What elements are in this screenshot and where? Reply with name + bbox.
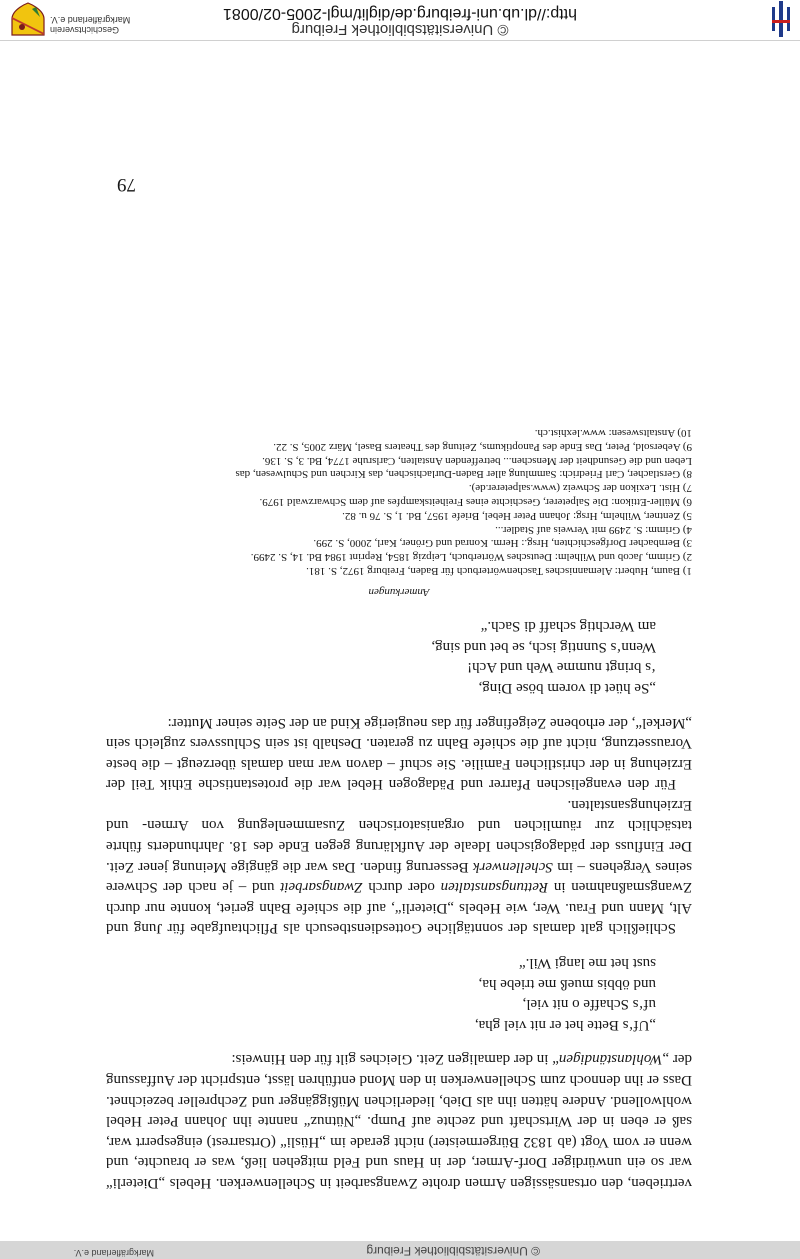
note-item: 10) Anstaltswesen: www.lexhist.ch. bbox=[534, 427, 692, 439]
paragraph-2-text-a: Schließlich galt damals der sonntägliche Gottesdienstbesuch als Pflichtaufgabe für Jung und Alt, Mann und Frau. Wer, wie Hebels „Dieterli“, auf die schiefe Bahn geriet, konnte nur durch Zwangsmaßnahmen in bbox=[106, 879, 692, 937]
note-item: 6) Müller-Ettikon: Die Salpeterer, Geschichte eines Freiheitskampfes auf dem Schwarzwald 1979. bbox=[259, 495, 692, 508]
note-item: 3) Bernbacher Dorfgeschichten, Hrsg.: Herm. Konrad und Gröner, Karl, 2000, S. 299. bbox=[313, 537, 692, 550]
association-crest-icon bbox=[8, 1, 48, 37]
page-number: 79 bbox=[117, 174, 136, 195]
association-line-2: Markgräflerland e.V. bbox=[50, 15, 131, 25]
verse-2 bbox=[106, 616, 656, 698]
paragraph-3: Für den evangelischen Pfarrer und Pädagogen Hebel war die protestantische Ethik Teil der Erziehung in der christlichen Familie. Sie schuf – davon war man damals überzeugt – die beste Voraussetzung, nicht auf die schiefe Bahn zu geraten. Deshalb ist sein Schlussvers zugleich sein „Merkel“, der erhobene Zeigefinger für das neugierige Kind an der Seite seiner Mutter: bbox=[106, 714, 692, 793]
paragraph-2-emphasis-1: Rettungsanstalten bbox=[440, 879, 549, 896]
footer-band bbox=[0, 0, 800, 41]
verse-line: sust het me langi Wil.“ bbox=[518, 955, 656, 972]
note-item: 8) Gerstlacher, Carl Friedrich: Sammlung aller Baden-Durlachischen, das Kirchen und Schulwesen, das bbox=[235, 468, 692, 481]
paragraph-2-text-c: und – je nach der Schwere seines Vergehens – im bbox=[105, 858, 692, 896]
verse-line: Wenn‘s Sunntig isch, se bet und sing, bbox=[431, 638, 656, 655]
association-name bbox=[50, 15, 154, 35]
paragraph-1 bbox=[106, 1049, 692, 1193]
note-item: 2) Grimm, Jacob und Wilhelm: Deutsches Wörterbuch, Leipzig 1854, Reprint 1984 Bd. 14, S. 2499. bbox=[250, 551, 692, 564]
verse-line: „Uf‘s Bette het er nit viel gha, bbox=[474, 1016, 656, 1033]
verse-1 bbox=[106, 952, 656, 1034]
note-item: 5) Zentner, Wilhelm, Hrsg: Johann Peter Hebel, Briefe 1957, Bd. 1, S. 76 u. 82. bbox=[342, 509, 692, 522]
notes-list bbox=[106, 425, 692, 577]
paragraph-2-emphasis-2: Zwangsarbeit bbox=[280, 879, 363, 896]
footer-url-link[interactable]: http://dl.ub.uni-freiburg.de/diglit/mgl-2005-02/0081 bbox=[223, 5, 577, 22]
note-item: 9) Aebersold, Peter, Das Ende des Panoptikums, Zeitung des Theaters Basel, März 2005, S. 22. bbox=[273, 440, 692, 453]
note-item: 4) Grimm: S. 2499 mit Verweis auf Stadler... bbox=[495, 523, 692, 536]
paragraph-2-text-d: Besserung finden. Das war die gängige Meinung jener Zeit. Der Einfluss der pädagogischen Ideale der Aufklärung gegen Ende des 18. Jahrhunderts führte tatsächlich zur räumlichen und organisatorischen Zusammenlegung von Armen- und Erziehungsanstalten. bbox=[106, 796, 692, 875]
header-association: Markgräflerland e.V. bbox=[73, 1248, 154, 1258]
document-body bbox=[106, 425, 692, 1193]
verse-line: am Werchtig schaff di Sach.“ bbox=[480, 618, 656, 635]
verse-line: uf‘s Schaffe o nit viel, bbox=[522, 996, 656, 1013]
association-line-1: Geschichtsverein bbox=[50, 25, 120, 35]
paragraph-1-emphasis: Wohlanständigen bbox=[558, 1051, 663, 1068]
notes-heading: Anmerkungen bbox=[368, 585, 430, 598]
footer-copyright: © Universitätsbibliothek Freiburg bbox=[291, 21, 509, 38]
note-item: 1) Baum, Hubert: Alemannisches Taschenwörterbuch für Baden, Freiburg 1972, S. 181. bbox=[306, 564, 692, 577]
note-item: 7) Hist. Lexikon der Schweiz (www.salpeterer.de). bbox=[468, 482, 692, 495]
paragraph-2-emphasis-3: Schellenwerk bbox=[472, 858, 553, 875]
paragraph-2 bbox=[106, 794, 692, 938]
paragraph-1-text: vertrieben, den ortsansässigen Armen drohte Zwangsarbeit in Schellenwerken. Hebels „Dieterli“ war so ein unwürdiger Dorf-Armer, der in Haus und Feld mitgehen ließ, was er brauchte, und wenn er vom Vogt (ab 1832 Bürgermeister) nicht gerade im „Hüsli“ (Ortsarrest) eingesperrt war, saß er eben in der Wirtschaft und zechte auf Pump. „Nütnuz“ nannte ihn Johann Peter Hebel wohlwollend. Andere hätten ihn als Dieb, liederlichen Müßiggänger und Zechpreller bezeichnet. Dass er ihn dennoch zum Schellenwerken in den Mond entführen lässt, entspricht der Auffassung der „ bbox=[106, 1051, 692, 1191]
note-item: Leben und die Gesundheit der Menschen... betreffenden Anstalten, Carlsruhe 1774, Bd. 3, S. 136. bbox=[262, 454, 692, 467]
header-copyright: © Universitätsbibliothek Freiburg bbox=[366, 1244, 540, 1258]
verse-line: und öbbis mueß me triebe ha, bbox=[478, 975, 656, 992]
paragraph-1-end: “ in der damaligen Zeit. Gleiches gilt für den Hinweis: bbox=[231, 1051, 559, 1068]
header-band bbox=[0, 1241, 800, 1259]
paragraph-2-text-b: oder durch bbox=[362, 879, 441, 896]
verse-line: ‘s bringt numme Weh und Ach! bbox=[467, 659, 656, 676]
verse-line: „Se hüet di vorem böse Ding, bbox=[478, 679, 656, 696]
